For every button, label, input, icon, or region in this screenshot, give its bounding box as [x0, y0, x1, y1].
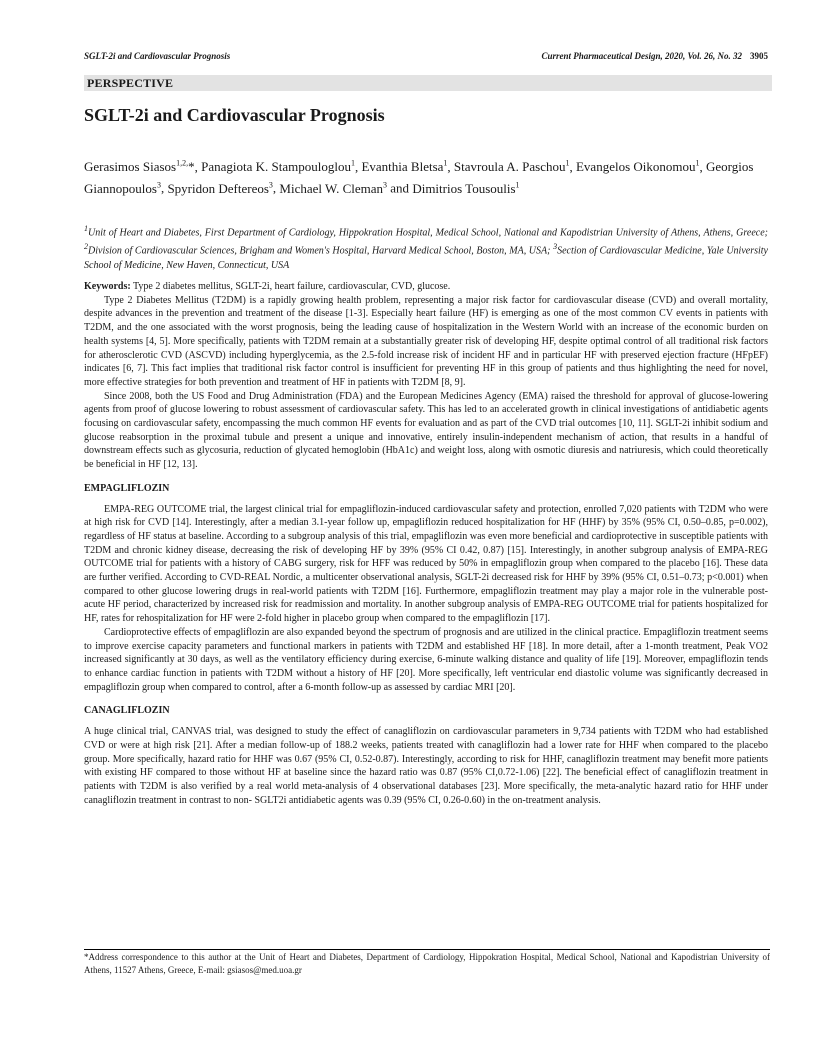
- affil-sup: 1: [84, 224, 88, 233]
- affil-sup: 2: [84, 242, 88, 252]
- author-affil-sup: 1: [443, 159, 448, 168]
- author-4: [576, 159, 700, 174]
- section-heading-empagliflozin: EMPAGLIFLOZIN: [84, 482, 170, 494]
- affiliation-3: Section of Cardiovascular Medicine, Yale University School of Medicine, New Haven, Connecticut, USA: [84, 245, 768, 271]
- author-separator: ,: [354, 159, 362, 175]
- author-6: [167, 181, 272, 196]
- author-separator: ,: [699, 159, 706, 175]
- author-name: Evanthia Bletsa: [361, 159, 444, 175]
- article-body: [84, 280, 768, 807]
- page-number: 3905: [750, 51, 768, 61]
- correspondence-footnote: *Address correspondence to this author at the Unit of Heart and Diabetes, Department of Cardiology, Hippokration Hospital, Medical School, National and Kapodistrian University of Athens, 11527 Athens, Greece, E-mail: gsiasos@med.uoa.gr: [84, 952, 770, 975]
- author-name: Gerasimos Siasos: [84, 159, 177, 175]
- keywords-label: Keywords:: [84, 281, 131, 292]
- author-name: Dimitrios Tousoulis: [412, 180, 516, 196]
- author-separator: ,: [569, 159, 576, 175]
- section-heading-canagliflozin: CANAGLIFLOZIN: [84, 705, 170, 717]
- author-separator: and: [387, 180, 413, 196]
- empagliflozin-paragraph: Cardioprotective effects of empagliflozin are also expanded beyond the spectrum of prognosis and are utilized in the clinical practice. Empagliflozin treatment seems to improve exercise capacity parameters and functional markers in patients with T2DM and established HF [18]. In more detail, after a 1-month treatment, Peak VO2 increased significantly at 30 days, as well as the ventilatory efficiency during exercise, 6-minute walking distance and quality of life [19]. Moreover, empagliflozin tends to enhance cardiac function in patients with T2DM without a history of HF [20]. More specifically, left ventricular end diastolic volume was significantly decreased in empagliflozin group when compared to control, after a 6-month follow-up as assessed by cardiac MRI [20].: [84, 626, 768, 693]
- author-list: [84, 155, 768, 198]
- author-7: [279, 181, 387, 196]
- corresponding-star: *: [188, 159, 195, 175]
- author-1: [201, 159, 355, 174]
- keywords: [84, 280, 768, 294]
- empagliflozin-paragraph: EMPA-REG OUTCOME trial, the largest clinical trial for empagliflozin-induced cardiovascular safety and protection, enrolled 7,020 patients with T2DM who were at high risk for CVD [14]. Interestingly, after a median 3.1-year follow up, empagliflozin reduced hospitalization for HF (HHF) by 35% (95% CI, 0.50–0.85, p=0.002), regardless of HF status at baseline. According to a subgroup analysis of this trial, empagliflozin was even more beneficial and cardioprotective in susceptible patients with T2DM and chronic kidney disease, decreasing the risk of developing HF by 39% (95% CI 0.42, 0.87) [15]. Interestingly, in another subgroup analysis of EMPA-REG OUTCOME trial for patients with a history of CABG surgery, risk for HFF was reduced by 50% in empagliflozin group when compared to the placebo [16]. These data are further verified. According to CVD-REAL Nordic, a multicenter observational analysis, SGLT-2i decreased risk for HHF by 39% (95% CI, 0.51–0.73; p<0.001) when compared to other glucose lowering drugs in real-world patients with T2DM [16]. Furthermore, empagliflozin treatment may play a major role in the vulnerable post-acute HF period, characterized by increased risk for readmission and mortality. In another subgroup analysis of EMPA-REG OUTCOME trial for patients hospitalized for HF, rates for rehospitalization for HF were 2-fold higher in placebo group when compared to the empagliflozin [17].: [84, 503, 768, 625]
- running-header-title: SGLT-2i and Cardiovascular Prognosis: [84, 51, 231, 61]
- affiliation-2: Division of Cardiovascular Sciences, Brigham and Women's Hospital, Harvard Medical School, Boston, MA, USA;: [88, 245, 554, 257]
- intro-paragraph: Type 2 Diabetes Mellitus (T2DM) is a rapidly growing health problem, representing a major risk factor for cardiovascular disease (CVD) and overall mortality, despite advances in the prevention and treatment of the disease [1-3]. Especially heart failure (HF) is emerging as one of the most common CV events in patients with T2DM, and the one associated with the worst prognosis, being the leading cause of hospitalization in the Western World with an increase of the economic burden on health systems [4, 5]. More specifically, patients with T2DM remain at a substantially greater risk of developing HF, despite optimal control of all traditional risk factors for atherosclerotic CVD (ASCVD) including hyperglycemia, as the 2.5-fold increase risk of incident HF and in particular HF with preserved ejection fracture (HFpEF) indicates [6, 7]. This fact implies that traditional risk factor control is insufficient for preventing HF in this group of patients and thus highlighting the need for novel, more effective strategies for both prevention and treatment of HF in patients with T2DM [8, 9].: [84, 294, 768, 388]
- affiliation-1: Unit of Heart and Diabetes, First Department of Cardiology, Hippokration Hospital, Medical School, National and Kapodistrian University of Athens, Athens, Greece;: [88, 227, 768, 239]
- article-type-bar: [84, 75, 772, 91]
- author-affil-sup: 1: [350, 159, 355, 168]
- article-type-label: PERSPECTIVE: [87, 76, 174, 90]
- canagliflozin-paragraph: A huge clinical trial, CANVAS trial, was designed to study the effect of canagliflozin on cardiovascular parameters in 9,734 patients with T2DM who had established CVD or were at high risk [21]. After a median follow-up of 188.2 weeks, patients treated with canagliflozin had a lower rate for HHF when compared to the placebo group. More specifically, hazard ratio for HHF was 0.67 (95% CI, 0.52-0.87). Interestingly, according to risk for HHF, canagliflozin treatment may benefit more patients with existing HF compared to those without HF at baseline since the hazard ratio was 0.87 (95% CI,0.72-1.06) [22]. The beneficial effect of canagliflozin treatment in patients with T2DM is also verified by a real world meta-analysis of 4 observational databases [23]. More specifically, the meta-analytic hazard ratio for HHF under canagliflozin treatment in contrast to non- SGLT2i antidiabetic agents was 0.39 (95% CI, 0.26-0.60) in the on-treatment analysis.: [84, 726, 768, 806]
- author-separator: ,: [272, 180, 280, 196]
- author-separator: ,: [194, 159, 202, 175]
- running-header: [84, 51, 768, 65]
- author-2: [361, 159, 447, 174]
- article-title: SGLT-2i and Cardiovascular Prognosis: [84, 105, 385, 125]
- author-affil-sup: 3: [156, 180, 161, 190]
- author-separator: ,: [447, 159, 454, 175]
- journal-citation: Current Pharmaceutical Design, 2020, Vol. 26, No. 32: [541, 51, 742, 61]
- author-affil-sup: 1: [565, 159, 570, 168]
- footnote-divider: [84, 949, 770, 950]
- author-affil-sup: 1: [515, 180, 520, 190]
- author-affil-sup: 1: [695, 159, 700, 168]
- author-affil-sup: 1,2,: [176, 159, 189, 168]
- author-name: Georgios Giannopoulos: [84, 159, 754, 196]
- affil-sup: 3: [553, 242, 558, 252]
- author-8: [412, 181, 519, 196]
- author-affil-sup: 3: [268, 180, 273, 190]
- author-separator: ,: [160, 180, 168, 196]
- author-name: Panagiota K. Stampouloglou: [201, 159, 351, 175]
- author-3: [454, 159, 570, 174]
- author-0: [84, 159, 195, 174]
- keywords-text: Type 2 diabetes mellitus, SGLT-2i, heart failure, cardiovascular, CVD, glucose.: [130, 281, 451, 292]
- author-name: Evangelos Oikonomou: [575, 159, 696, 175]
- affiliations: [84, 222, 768, 273]
- author-name: Spyridon Deftereos: [167, 180, 269, 196]
- author-name: Michael W. Cleman: [279, 180, 384, 196]
- intro-paragraph: Since 2008, both the US Food and Drug Administration (FDA) and the European Medicines Agency (EMA) raised the threshold for approval of glucose-lowering agents from proof of glucose lowering to robust assessment of cardiovascular safety. This has led to an accelerated growth in clinical investigations of antidiabetic agents focusing on cardiovascular safety, encompassing the much common HF events for evaluation and as part of the CVD trial outcomes [10, 11]. SGLT-2i inhibit sodium and glucose reabsorption in the proximal tubule and present a unique and innovative, entirely insulin-independent mechanism of action, that results in a handful of downstream effects such as glycosuria, reduction of glycated hemoglobin (HbA1c) and weight loss, along with osmotic diuresis and natriuresis, which could theoretically be beneficial in HF [12, 13].: [84, 390, 768, 471]
- author-affil-sup: 3: [383, 180, 388, 190]
- author-name: Stavroula A. Paschou: [453, 159, 566, 175]
- running-header-journal: [541, 51, 768, 61]
